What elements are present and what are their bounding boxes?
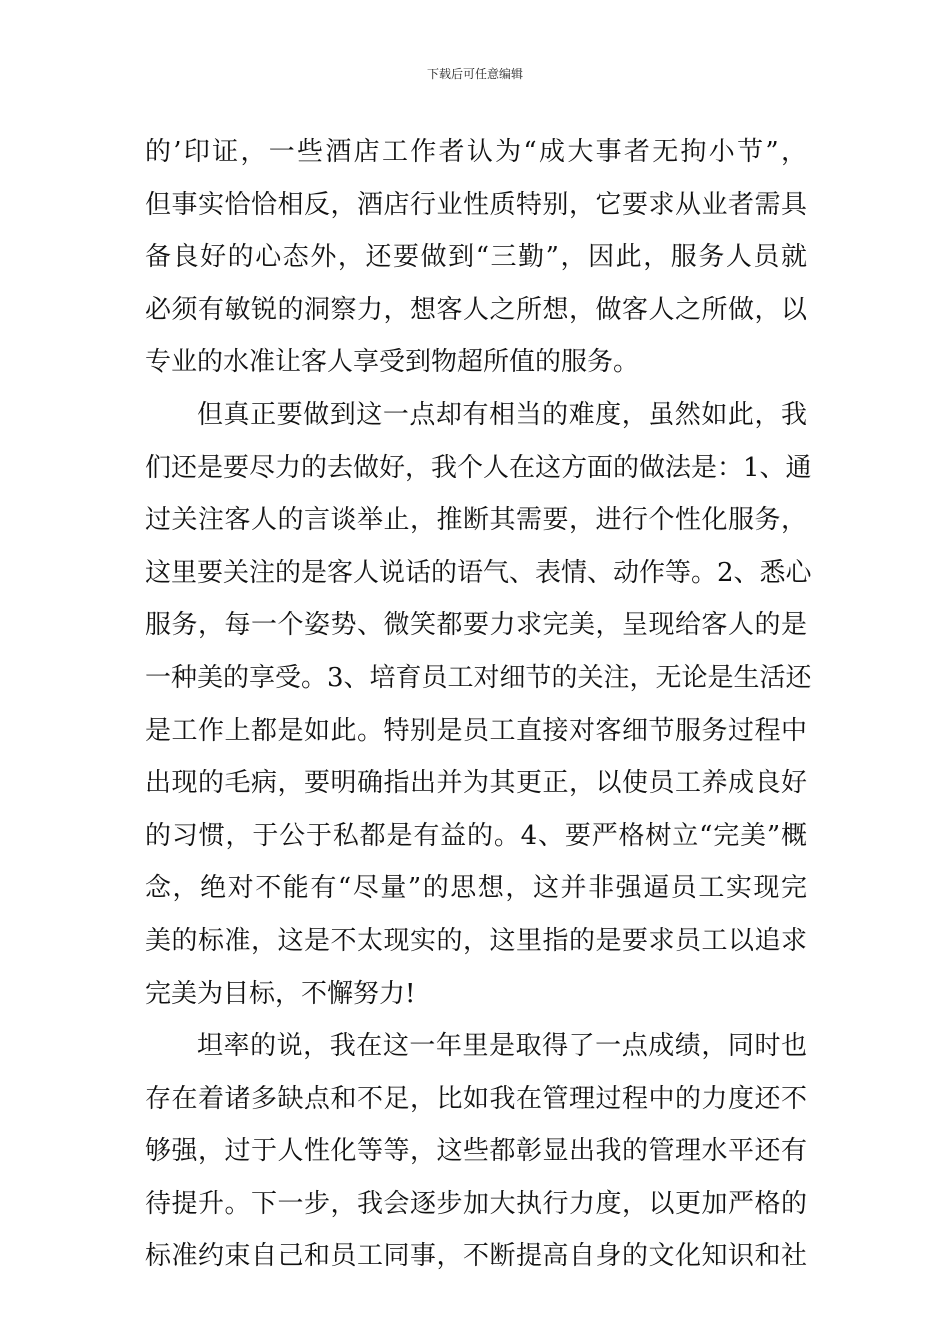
text-line: 必须有敏锐的洞察力，想客人之所想，做客人之所做，以 bbox=[145, 294, 807, 325]
text-line: 坦率的说，我在这一年里是取得了一点成绩，同时也 bbox=[197, 1031, 807, 1062]
text-line: 念，绝对不能有“尽量”的思想，这并非强逼员工实现完 bbox=[145, 873, 807, 904]
text-line: 存在着诸多缺点和不足，比如我在管理过程中的力度还不 bbox=[145, 1083, 807, 1114]
text-line: 服务，每一个姿势、微笑都要力求完美，呈现给客人的是 bbox=[145, 610, 807, 641]
text-line: 过关注客人的言谈举止，推断其需要，进行个性化服务， bbox=[145, 505, 807, 536]
text-line: 这里要关注的是客人说话的语气、表情、动作等。2、悉心 bbox=[145, 557, 812, 588]
text-line: 专业的水准让客人享受到物超所值的服务。 bbox=[145, 347, 640, 378]
text-line: 待提升。下一步，我会逐步加大执行力度，以更加严格的 bbox=[145, 1188, 807, 1219]
text-line: 够强，过于人性化等等，这些都彰显出我的管理水平还有 bbox=[145, 1136, 807, 1167]
page-header: 下载后可任意编辑 bbox=[426, 67, 523, 81]
text-line: 但事实恰恰相反，酒店行业性质特别，它要求从业者需具 bbox=[145, 189, 807, 220]
text-line: 但真正要做到这一点却有相当的难度，虽然如此，我 bbox=[197, 399, 807, 430]
document-body bbox=[145, 126, 812, 1283]
text-line: 出现的毛病，要明确指出并为其更正，以使员工养成良好 bbox=[145, 768, 807, 799]
text-line: 的’印证，一些酒店工作者认为“成大事者无拘小节”， bbox=[145, 137, 807, 167]
text-line: 的习惯，于公于私都是有益的。4、要严格树立“完美”概 bbox=[145, 820, 807, 851]
text-line: 是工作上都是如此。特别是员工直接对客细节服务过程中 bbox=[145, 715, 807, 746]
text-line: 一种美的享受。3、培育员工对细节的关注，无论是生活还 bbox=[145, 662, 812, 693]
text-line: 标准约束自己和员工同事，不断提高自身的文化知识和社 bbox=[145, 1241, 807, 1272]
text-line: 备良好的心态外，还要做到“三勤”，因此，服务人员就 bbox=[145, 242, 807, 273]
text-line: 完美为目标，不懈努力! bbox=[145, 978, 416, 1009]
text-line: 们还是要尽力的去做好，我个人在这方面的做法是：1、通 bbox=[145, 452, 812, 483]
text-line: 美的标准，这是不太现实的，这里指的是要求员工以追求 bbox=[145, 925, 807, 956]
